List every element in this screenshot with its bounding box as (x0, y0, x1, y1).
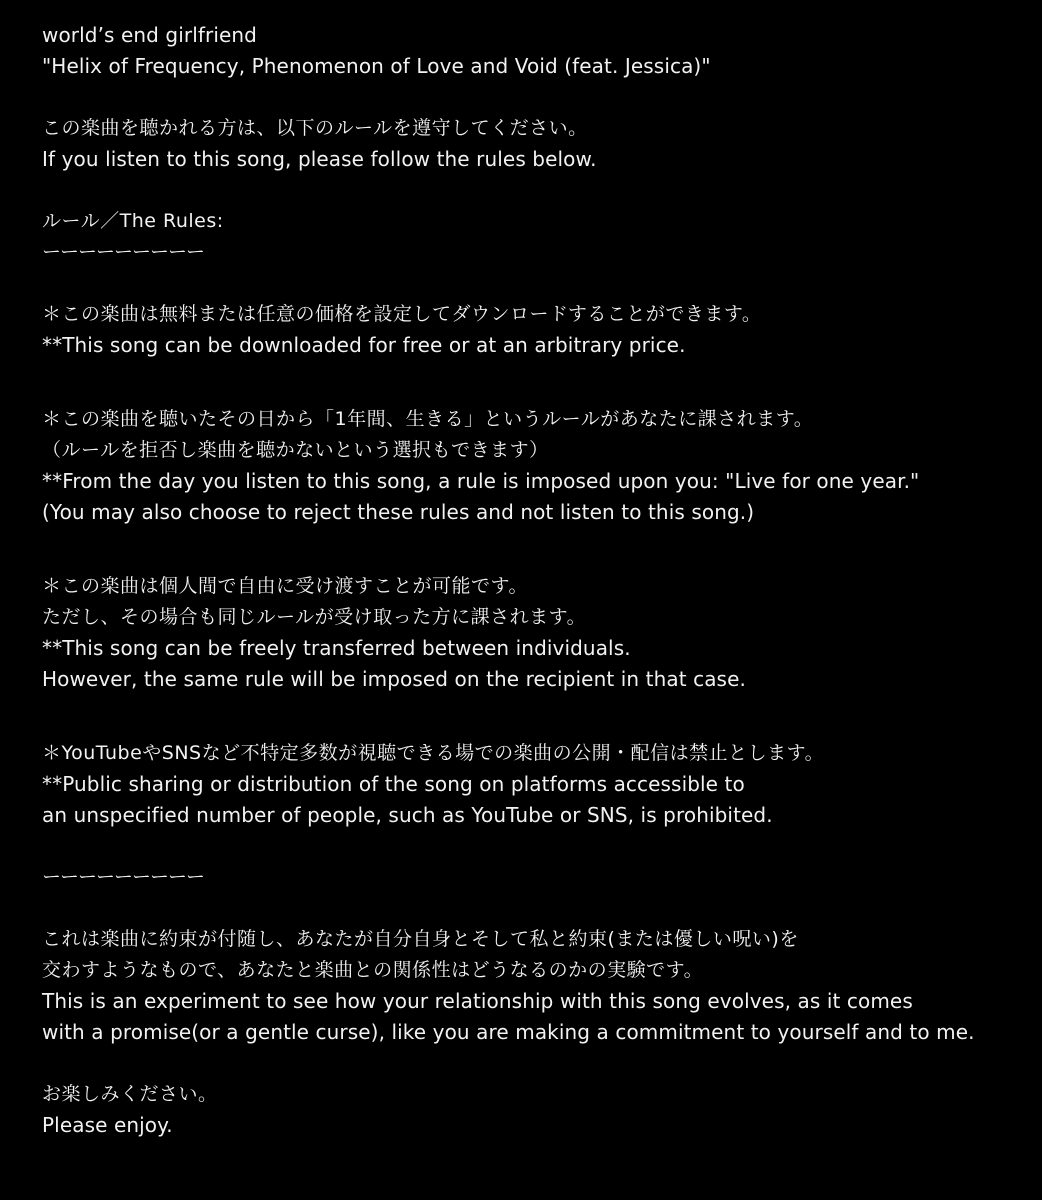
rule-2-en-line-2: (You may also choose to reject these rules and not listen to this song.) (42, 500, 755, 524)
closing-en-line-2: with a promise(or a gentle curse), like you are making a commitment to yourself and to me. (42, 1020, 975, 1044)
signoff-jp: お楽しみください。 (42, 1083, 218, 1105)
rule-3-jp-line-1: ＊この楽曲は個人間で自由に受け渡すことが可能です。 (42, 575, 528, 597)
rule-3-en-line-2: However, the same rule will be imposed on the recipient in that case. (42, 667, 746, 691)
divider-top: ーーーーーーーーー (42, 241, 205, 263)
rule-4-en-line-2: an unspecified number of people, such as YouTube or SNS, is prohibited. (42, 803, 773, 827)
artist-name: world’s end girlfriend (42, 23, 257, 47)
closing-en-line-1: This is an experiment to see how your relationship with this song evolves, as it comes (42, 989, 913, 1013)
rules-heading: ルール／The Rules: (42, 210, 224, 232)
intro-jp: この楽曲を聴かれる方は、以下のルールを遵守してください。 (42, 117, 588, 139)
rule-4-jp-line-1: ＊YouTubeやSNSなど不特定多数が視聴できる場での楽曲の公開・配信は禁止とします。 (42, 742, 825, 764)
rule-1-jp-line-1: ＊この楽曲は無料または任意の価格を設定してダウンロードすることができます。 (42, 303, 762, 325)
rule-3-en-line-1: **This song can be freely transferred between individuals. (42, 636, 631, 660)
rule-4-en-line-1: **Public sharing or distribution of the song on platforms accessible to (42, 772, 745, 796)
rule-2-jp-line-1: ＊この楽曲を聴いたその日から「1年間、生きる」というルールがあなたに課されます。 (42, 408, 814, 430)
rule-2-jp-line-2: （ルールを拒否し楽曲を聴かないという選択もできます） (42, 439, 549, 461)
rule-3-jp-line-2: ただし、その場合も同じルールが受け取った方に課されます。 (42, 606, 587, 628)
song-title: "Helix of Frequency, Phenomenon of Love and Void (feat. Jessica)" (42, 54, 711, 78)
closing-jp-line-1: これは楽曲に約束が付随し、あなたが自分自身とそして私と約束(または優しい呪い)を (42, 928, 799, 950)
closing-jp-line-2: 交わすようなもので、あなたと楽曲との関係性はどうなるのかの実験です。 (42, 959, 704, 981)
intro-en: If you listen to this song, please follow the rules below. (42, 147, 597, 171)
document-body (42, 20, 1022, 1141)
rule-2-en-line-1: **From the day you listen to this song, a rule is imposed upon you: "Live for one year." (42, 469, 920, 493)
rule-1-en-line-1: **This song can be downloaded for free or at an arbitrary price. (42, 333, 686, 357)
divider-bottom: ーーーーーーーーー (42, 866, 205, 888)
signoff-en: Please enjoy. (42, 1113, 173, 1137)
